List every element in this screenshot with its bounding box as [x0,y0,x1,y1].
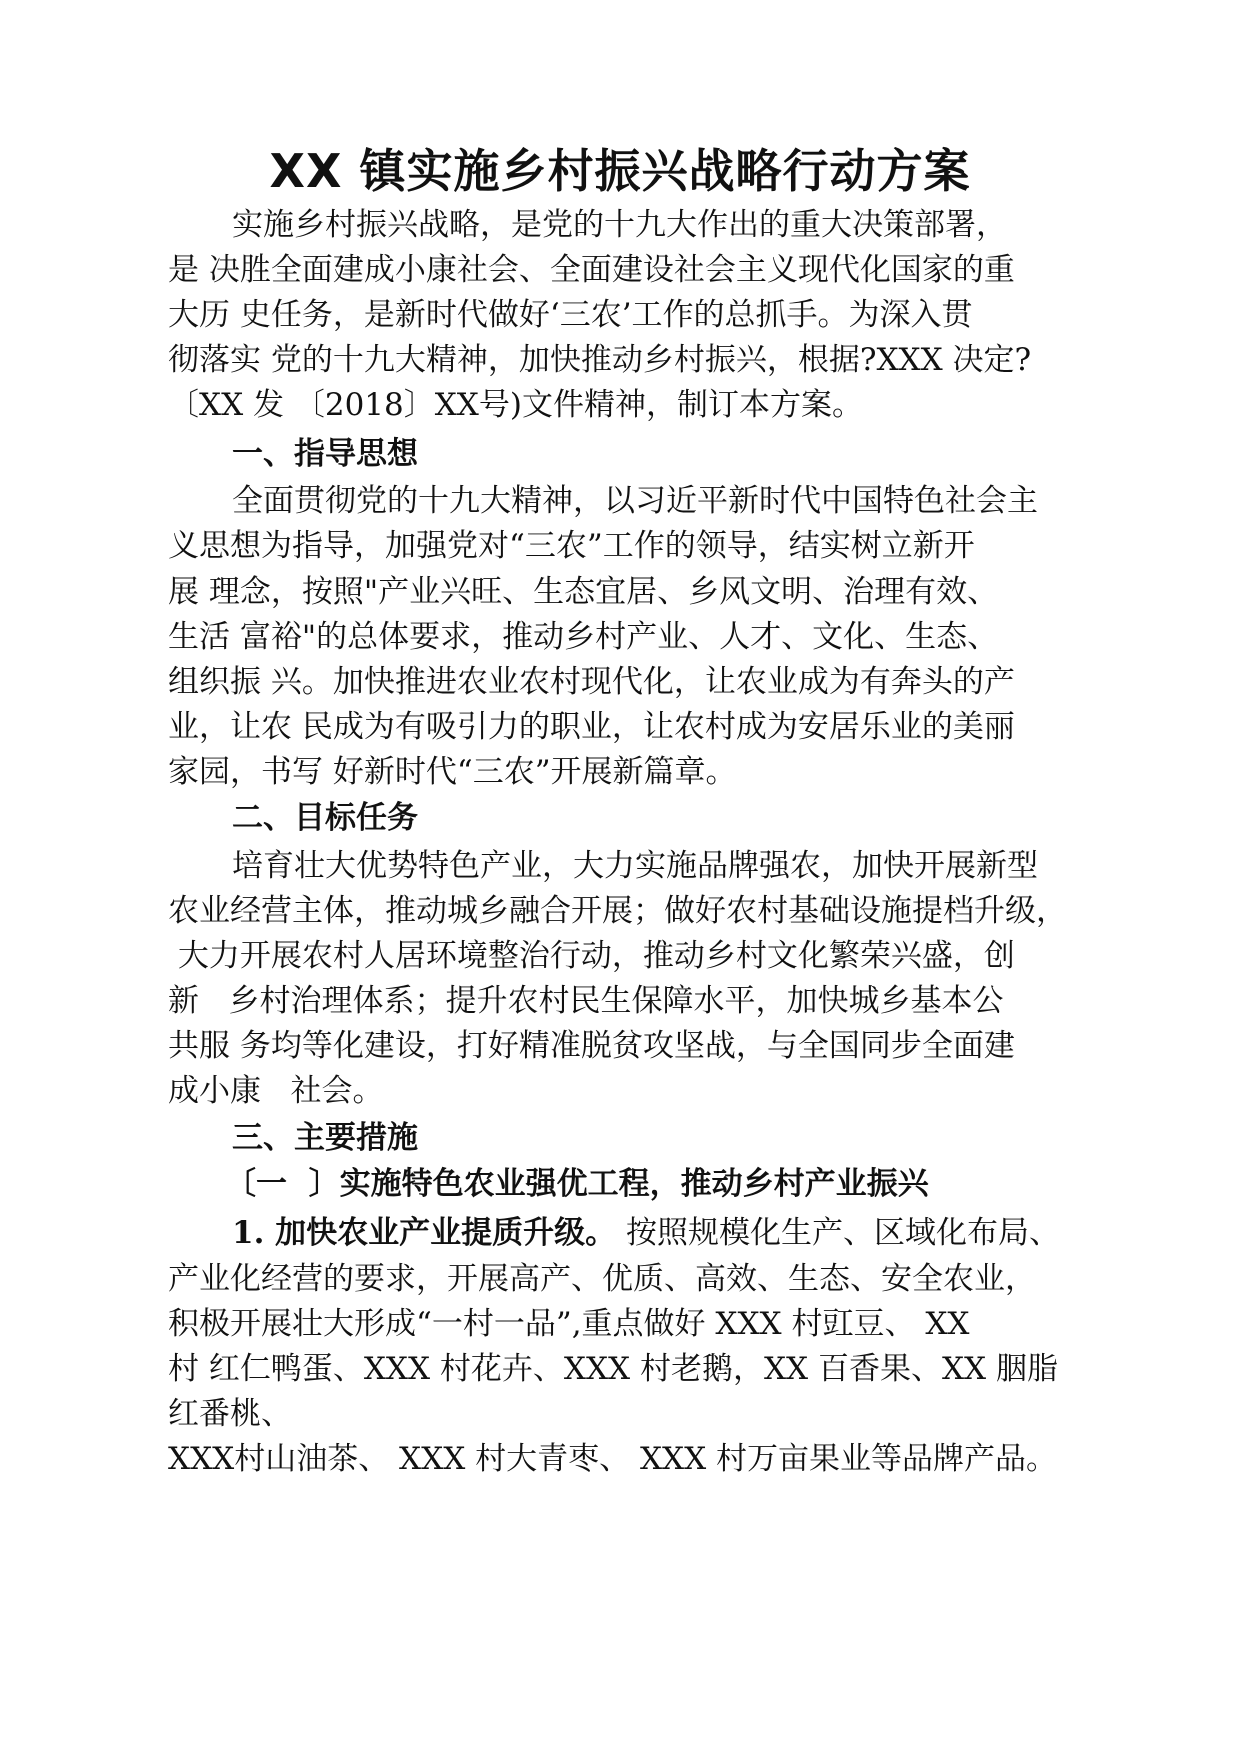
intro-line-3: 大历 史任务，是新时代做好‘三农’工作的总抓手。为深入贯 [168,297,973,333]
section1-line-4: 生活 富裕"的总体要求，推动乡村产业、人才、文化、生态、 [168,619,999,655]
section1-line-3: 展 理念，按照"产业兴旺、生态宜居、乡风文明、治理有效、 [168,574,999,610]
section-heading-measures: 三、主要措施 [232,1120,418,1156]
section1-line-2: 义思想为指导，加强党对“三农”工作的领导，结实树立新开 [168,528,975,564]
intro-line-5: 〔XX 发 〔2018〕XX号)文件精神，制订本方案。 [168,387,863,423]
section3-line-3: 积极开展壮大形成“一村一品”,重点做好 XXX 村豇豆、 XX [168,1306,970,1342]
section2-line-4: 新 乡村治理体系；提升农村民生保障水平，加快城乡基本公 [168,983,1004,1019]
section1-line-6: 业，让农 民成为有吸引力的职业，让农村成为安居乐业的美丽 [168,709,1015,745]
item1-lead: 1. 加快农业产业提质升级。 [232,1215,617,1251]
section1-line-5: 组织振 兴。加快推进农业农村现代化，让农业成为有奔头的产 [168,664,1015,700]
section2-line-1: 培育壮大优势特色产业，大力实施品牌强农，加快开展新型 [232,848,1038,884]
intro-line-1: 实施乡村振兴战略，是党的十九大作出的重大决策部署， [232,207,1007,243]
section-heading-targets: 二、目标任务 [232,800,418,836]
intro-line-4: 彻落实 党的十九大精神，加快推动乡村振兴，根据?XXX 决定? [168,342,1032,378]
section-heading-guiding-ideology: 一、指导思想 [232,436,418,472]
section3-line-4: 村 红仁鸭蛋、XXX 村花卉、XXX 村老鹅，XX 百香果、XX 胭脂 [168,1351,1058,1387]
section2-line-2: 农业经营主体，推动城乡融合开展；做好农村基础设施提档升级， [168,893,1067,929]
section3-item1-line-1 [232,1212,1088,1254]
subsection-heading-1: 〔一 〕实施特色农业强优工程，推动乡村产业振兴 [225,1166,929,1202]
section3-line-5: 红番桃、 [168,1396,292,1432]
section3-line-2: 产业化经营的要求，开展高产、优质、高效、生态、安全农业， [168,1261,1036,1297]
section2-line-6: 成小康 社会。 [168,1073,384,1109]
section2-line-3: 大力开展农村人居环境整治行动，推动乡村文化繁荣兴盛，创 [168,938,1015,974]
section1-line-1: 全面贯彻党的十九大精神，以习近平新时代中国特色社会主 [232,483,1038,519]
section3-line-6: XXX村山油茶、 XXX 村大青枣、 XXX 村万亩果业等品牌产品。 [168,1441,1058,1477]
section2-line-5: 共服 务均等化建设，打好精准脱贫攻坚战，与全国同步全面建 [168,1028,1015,1064]
section1-line-7: 家园，书写 好新时代“三农”开展新篇章。 [168,754,737,790]
document-title: XX 镇实施乡村振兴战略行动方案 [269,144,971,198]
item1-first-text: 按照规模化生产、区域化布局、 [616,1215,1061,1251]
intro-line-2: 是 决胜全面建成小康社会、全面建设社会主义现代化国家的重 [168,252,1015,288]
